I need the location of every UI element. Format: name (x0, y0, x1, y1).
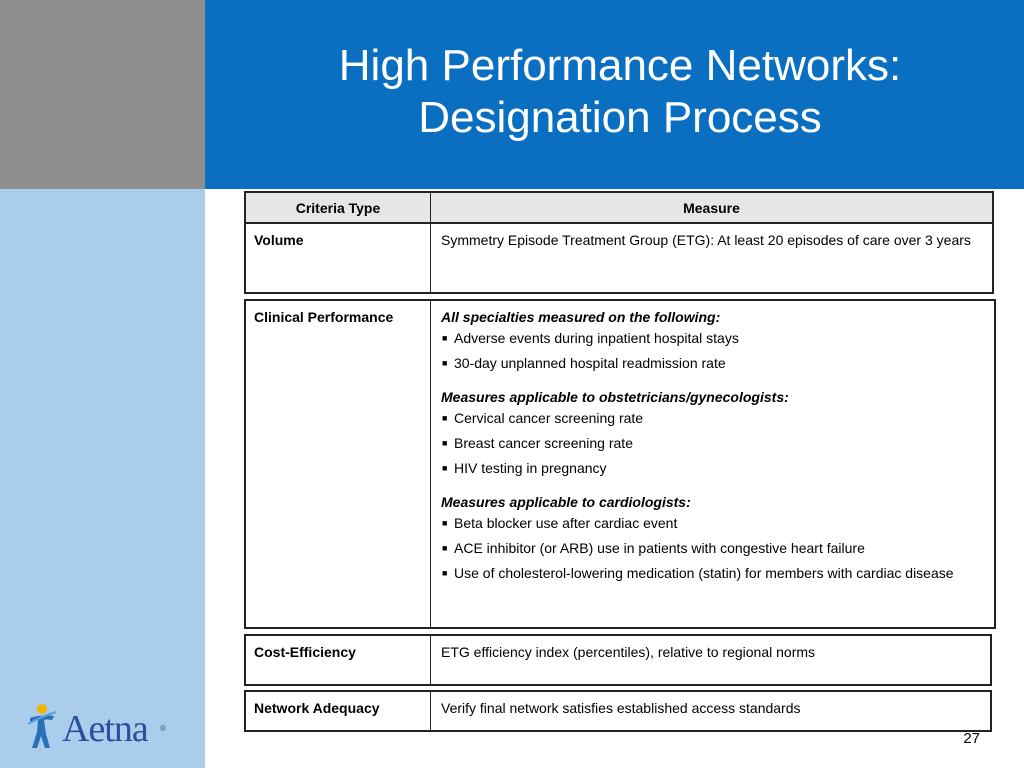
aetna-logo-text: Aetna (62, 708, 148, 750)
measure-clinical-performance (431, 301, 994, 627)
list-item: ■ Use of cholesterol-lowering medication (statin) for members with cardiac disease (442, 565, 954, 581)
section-all-specialties-title: All specialties measured on the following: (441, 309, 721, 325)
title-line-2: Designation Process (418, 93, 822, 142)
criteria-clinical-performance: Clinical Performance (246, 301, 431, 627)
corner-gray-block (0, 0, 205, 189)
section-all-specialties-list (441, 329, 984, 372)
bullet-icon: ■ (442, 413, 448, 423)
criteria-cost-efficiency: Cost-Efficiency (246, 636, 431, 684)
list-item: ■ HIV testing in pregnancy (442, 460, 607, 476)
list-item: ■ Adverse events during inpatient hospital stays (442, 330, 739, 346)
bullet-icon: ■ (442, 333, 448, 343)
list-item: ■ 30-day unplanned hospital readmission rate (442, 355, 726, 371)
list-item: ■ Breast cancer screening rate (442, 435, 633, 451)
measure-cost-efficiency: ETG efficiency index (percentiles), relative to regional norms (441, 644, 816, 660)
section-cardiologists-list (441, 514, 984, 582)
bullet-icon: ■ (442, 568, 448, 578)
header-criteria-type: Criteria Type (246, 193, 431, 222)
header-measure: Measure (683, 200, 740, 216)
list-item: ■ Beta blocker use after cardiac event (442, 515, 678, 531)
section-obgyn-title: Measures applicable to obstetricians/gynecologists: (441, 389, 789, 405)
left-side-panel (0, 189, 205, 768)
page-number: 27 (963, 730, 980, 747)
measure-network-adequacy: Verify final network satisfies established access standards (441, 700, 801, 716)
title-line-1: High Performance Networks: (338, 41, 902, 90)
table-row-volume (244, 222, 994, 294)
measure-volume: Symmetry Episode Treatment Group (ETG): At least 20 episodes of care over 3 years (441, 232, 971, 248)
bullet-icon: ■ (442, 358, 448, 368)
section-cardiologists-title: Measures applicable to cardiologists: (441, 494, 691, 510)
list-item: ■ Cervical cancer screening rate (442, 410, 644, 426)
criteria-volume: Volume (246, 224, 431, 292)
section-obgyn-list (441, 409, 984, 477)
table-row-cost-efficiency (244, 634, 992, 686)
table-row-clinical-performance (244, 299, 996, 629)
aetna-registered-mark: ® (160, 724, 166, 733)
bullet-icon: ■ (442, 438, 448, 448)
criteria-network-adequacy: Network Adequacy (246, 692, 431, 730)
table-row-network-adequacy (244, 690, 992, 732)
bullet-icon: ■ (442, 518, 448, 528)
bullet-icon: ■ (442, 463, 448, 473)
table-header-row (244, 191, 994, 224)
slide-title (215, 40, 1024, 144)
bullet-icon: ■ (442, 543, 448, 553)
list-item: ■ ACE inhibitor (or ARB) use in patients with congestive heart failure (442, 540, 865, 556)
